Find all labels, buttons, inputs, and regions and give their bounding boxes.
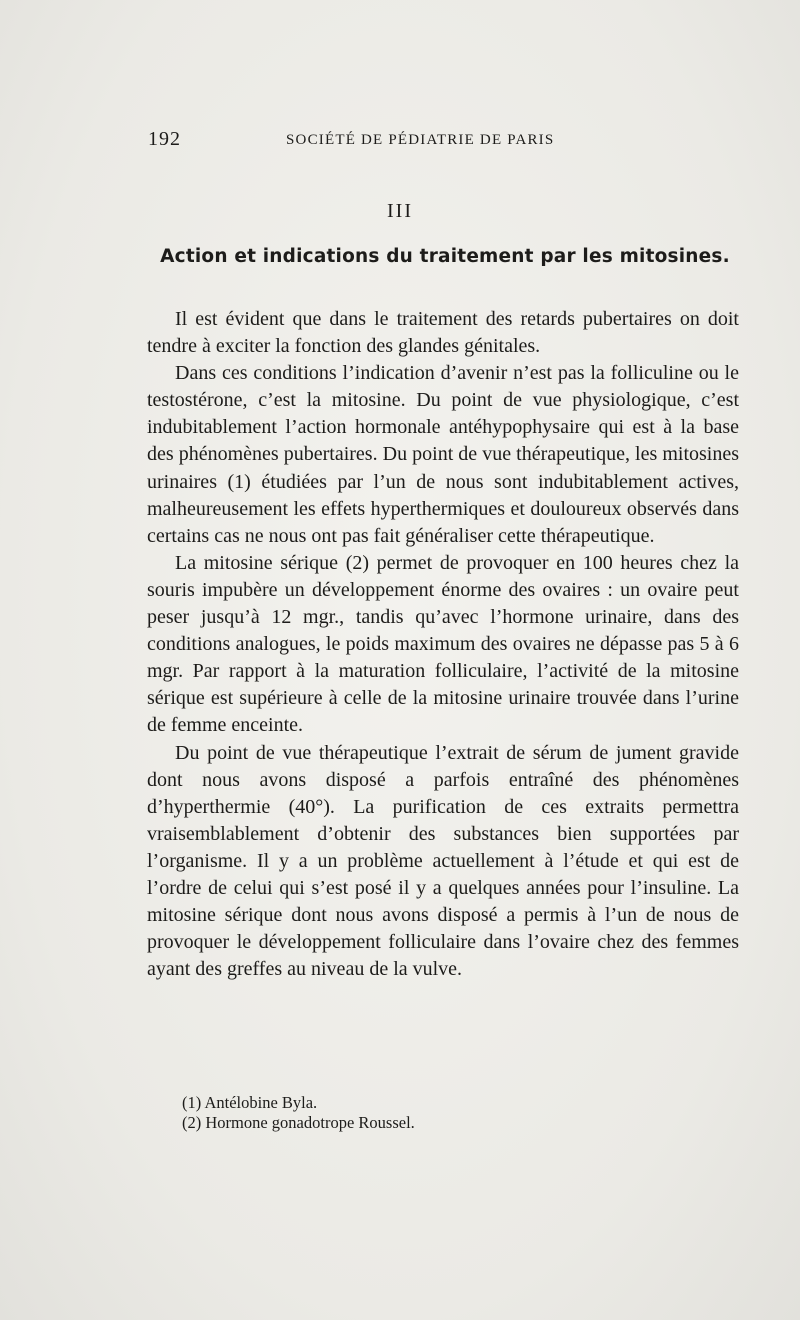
paragraph: Dans ces conditions l’indication d’avenir n’est pas la folliculine ou le testostérone, c’est la mitosine. Du point de vue physiologique, c’est indubitablement l’action hormonale antéhypophysaire qui est à la base des phénomènes pubertaires. Du point de vue thérapeutique, les mitosines urinaires (1) étudiées par l’un de nous sont indubitablement actives, malheureusement les effets hyperthermiques et douloureux observés dans certains cas ne nous ont pas fait généraliser cette thérapeutique. — [147, 362, 739, 547]
paragraph: La mitosine sérique (2) permet de provoquer en 100 heures chez la souris impubère un développement énorme des ovaires : un ovaire peut peser jusqu’à 12 mgr., tandis qu’avec l’hormone urinaire, dans des conditions analogues, le poids maximum des ovaires ne dépasse pas 5 à 6 mgr. Par rapport à la maturation folliculaire, l’activité de la mitosine sérique est supérieure à celle de la mitosine urinaire trouvée dans l’urine de femme enceinte. — [147, 551, 739, 737]
running-head — [148, 128, 738, 158]
page-number: 192 — [148, 128, 181, 150]
paragraph: Du point de vue thérapeutique l’extrait de sérum de jument gravide dont nous avons disposé a parfois entraîné des phénomènes d’hyperthermie (40°). La purification de ces extraits permettra vraisemblablement d’obtenir des substances bien supportées par l’organisme. Il y a un problème actuellement à l’étude et qui est de l’ordre de celui qui s’est posé il y a quelques années pour l’insuline. La mitosine sérique dont nous avons disposé a permis à l’un de nous de provoquer le développement folliculaire dans l’ovaire chez des femmes ayant des greffes au niveau de la vulve. — [147, 741, 739, 981]
footnote: (2) Hormone gonadotrope Roussel. — [182, 1113, 415, 1132]
body-text — [147, 306, 739, 983]
section-number: III — [387, 200, 413, 222]
footnotes — [182, 1093, 682, 1133]
paragraph: Il est évident que dans le traitement des retards pubertaires on doit tendre à exciter la fonction des glandes génitales. — [147, 308, 739, 358]
section-heading: Action et indications du traitement par les mitosines. — [160, 246, 730, 267]
journal-title: SOCIÉTÉ DE PÉDIATRIE DE PARIS — [286, 132, 555, 148]
footnote: (1) Antélobine Byla. — [182, 1093, 318, 1112]
